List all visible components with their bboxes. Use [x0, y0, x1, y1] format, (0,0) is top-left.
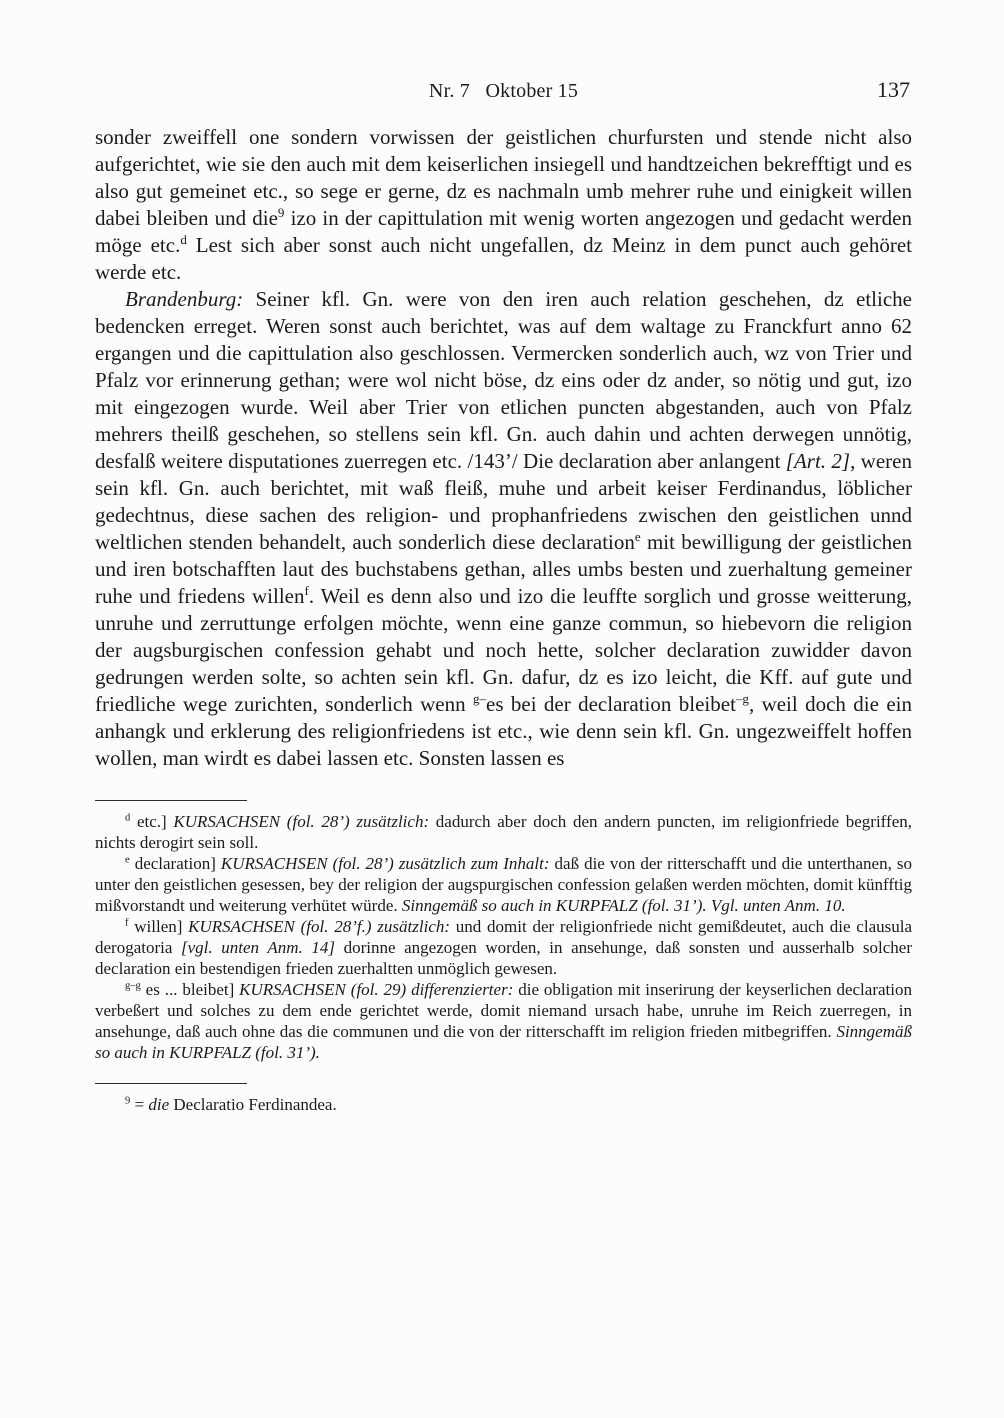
numbered-commentary-note — [95, 1094, 912, 1115]
italic-text: KURSACHSEN (fol. 28’) zusätzlich zum Inhalt: — [220, 854, 550, 873]
text-run: Lest sich aber sonst auch nicht ungefallen, dz Meinz in dem punct auch gehöret werde etc. — [95, 233, 912, 284]
note-reference: g– — [473, 691, 487, 706]
note-reference: d — [180, 232, 187, 247]
text-run: , weil doch die ein anhangk und erklerung des religionfriedens ist etc., wie denn sein kfl. Gn. ungezweiffelt hoffen wollen, man wirdt es dabei lassen etc. Sonsten lassen es — [95, 692, 912, 770]
text-run: mit bewilligung der geistlichen und iren botschafften laut des buchstabens gethan, alles umbs besten und zuerhaltung gemeiner ruhe und friedens willen — [95, 530, 912, 608]
paragraph — [95, 811, 912, 853]
note-reference: g–g — [125, 980, 141, 992]
note-reference: –g — [735, 691, 749, 706]
text-run: Seiner kfl. Gn. were von den iren auch relation geschehen, dz etliche bedencken erreget. Weren sonst auch berichtet, was auf dem waltage zu Franckfurt anno 62 ergangen und die capittulation also geschlossen. Vermercken sonderlich auch, wz von Trier und Pfalz vor erinnerung gethan; were wol nicht böse, dz eins oder dz ander, so nötig und gut, izo mit eingezogen wurde. Weil aber Trier von etlichen puncten abgestanden, auch von Pfalz mehrers theilß geschehen, so stellens sein kfl. Gn. auch dahin und achten derwegen unnötig, desfalß weitere disputationes zuerregen etc. /143’/ Die declaration aber anlangent — [95, 287, 912, 473]
italic-text: [vgl. unten Anm. 14] — [181, 938, 335, 957]
running-title: Nr. 7 Oktober 15 — [428, 80, 579, 102]
text-run: etc.] — [130, 812, 174, 831]
italic-text: KURSACHSEN (fol. 28’f.) zusätzlich: — [188, 917, 451, 936]
italic-text: die — [148, 1095, 170, 1114]
paragraph — [95, 979, 912, 1063]
main-text — [95, 124, 912, 772]
text-run: dadurch aber doch den andern puncten, im religionfriede begriffen, nichts derogirt sein soll. — [95, 812, 912, 852]
text-run: und domit der religionfriede nicht gemißdeutet, auch die clausula derogatoria — [95, 917, 912, 957]
text-run: Declaratio Ferdinandea. — [169, 1095, 337, 1114]
paragraph — [95, 286, 912, 772]
text-run: sonder zweiffell one sondern vorwissen der geistlichen churfursten und stende nicht also aufgerichtet, wie sie den auch mit dem keiserlichen insiegell und handtzeichen bekrefftigt und es also gut gemeinet etc., so sege er gerne, dz es nachmaln umb mehrer ruhe und einigkeit willen dabei bleiben und die — [95, 125, 912, 230]
text-run: , weren sein kfl. Gn. auch berichtet, mit waß fleiß, muhe und arbeit keiser Ferdinandus, löblicher gedechtnus, diese sachen des religion- und prophanfriedens zwischen den geistlichen unnd weltlichen stenden behandelt, auch sonderlich diese declaration — [95, 449, 912, 554]
note-reference: d — [125, 812, 131, 824]
text-run: die obligation mit inserirung der keyserlichen declaration verbeßert und solches zu dem ende gerichtet werde, domit niemand ursach habe, unruhe im Reich zuerregen, in ansehunge, daß auch ohne das die communen und die von der ritterschafft im religion frieden mitbegriffen. — [95, 980, 912, 1041]
page-number: 137 — [877, 77, 910, 102]
note-reference: f — [304, 583, 309, 598]
note-reference: 9 — [125, 1095, 131, 1107]
italic-text: Sinngemäß so auch in KURPFALZ (fol. 31’). — [95, 1022, 912, 1062]
italic-text: [Art. 2] — [785, 449, 851, 473]
text-run: es bei der declaration bleibet — [486, 692, 736, 716]
apparatus-footnotes — [95, 811, 912, 1063]
paragraph — [95, 1094, 912, 1115]
note-reference: f — [125, 917, 129, 929]
italic-text: Sinngemäß so auch in KURPFALZ (fol. 31’). Vgl. unten Anm. 10. — [401, 896, 846, 915]
text-run: willen] — [128, 917, 189, 936]
note-reference: e — [634, 529, 641, 544]
text-run: = — [130, 1095, 149, 1114]
italic-text: KURSACHSEN (fol. 29) differenzierter: — [239, 980, 514, 999]
text-run: declaration] — [129, 854, 221, 873]
italic-text: Brandenburg: — [125, 287, 244, 311]
commentary-separator-rule — [95, 1083, 247, 1084]
page-header — [95, 77, 912, 116]
note-reference: 9 — [277, 205, 285, 220]
paragraph — [95, 853, 912, 916]
text-run: dorinne angezogen worden, in ansehunge, daß sonsten und ausserhalb solcher declaration ein bestendigen frieden zuerhaltten unmöglich gewesen. — [95, 938, 912, 978]
italic-text: KURSACHSEN (fol. 28’) zusätzlich: — [173, 812, 430, 831]
text-run: es ... bleibet] — [140, 980, 240, 999]
paragraph — [95, 124, 912, 286]
text-run: daß die von der ritterschafft und die unterthanen, so unter den geistlichen gesessen, bey der religion der augspurgischen confession gelaßen werden möchten, domit künfftig mißvorstandt und weiterung verhütet würde. — [95, 854, 912, 915]
note-reference: e — [125, 854, 130, 866]
text-run: izo in der capittulation mit wenig worten angezogen und gedacht werden möge etc. — [95, 206, 912, 257]
text-run: . Weil es denn also und izo die leuffte sorglich und grosse weitterung, unruhe und zerruttunge erfolgen möchte, wenn eine ganze commun, so hiebevorn die religion der augsburgischen confession gehabt und noch hette, solcher declaration zuwidder davon gedrungen werden solte, so achten sein kfl. Gn. dafur, dz es izo leicht, die Kff. auf gute und friedliche wege zurichten, sonderlich wenn — [95, 584, 912, 716]
footnote-separator-rule — [95, 800, 247, 801]
paragraph — [95, 916, 912, 979]
